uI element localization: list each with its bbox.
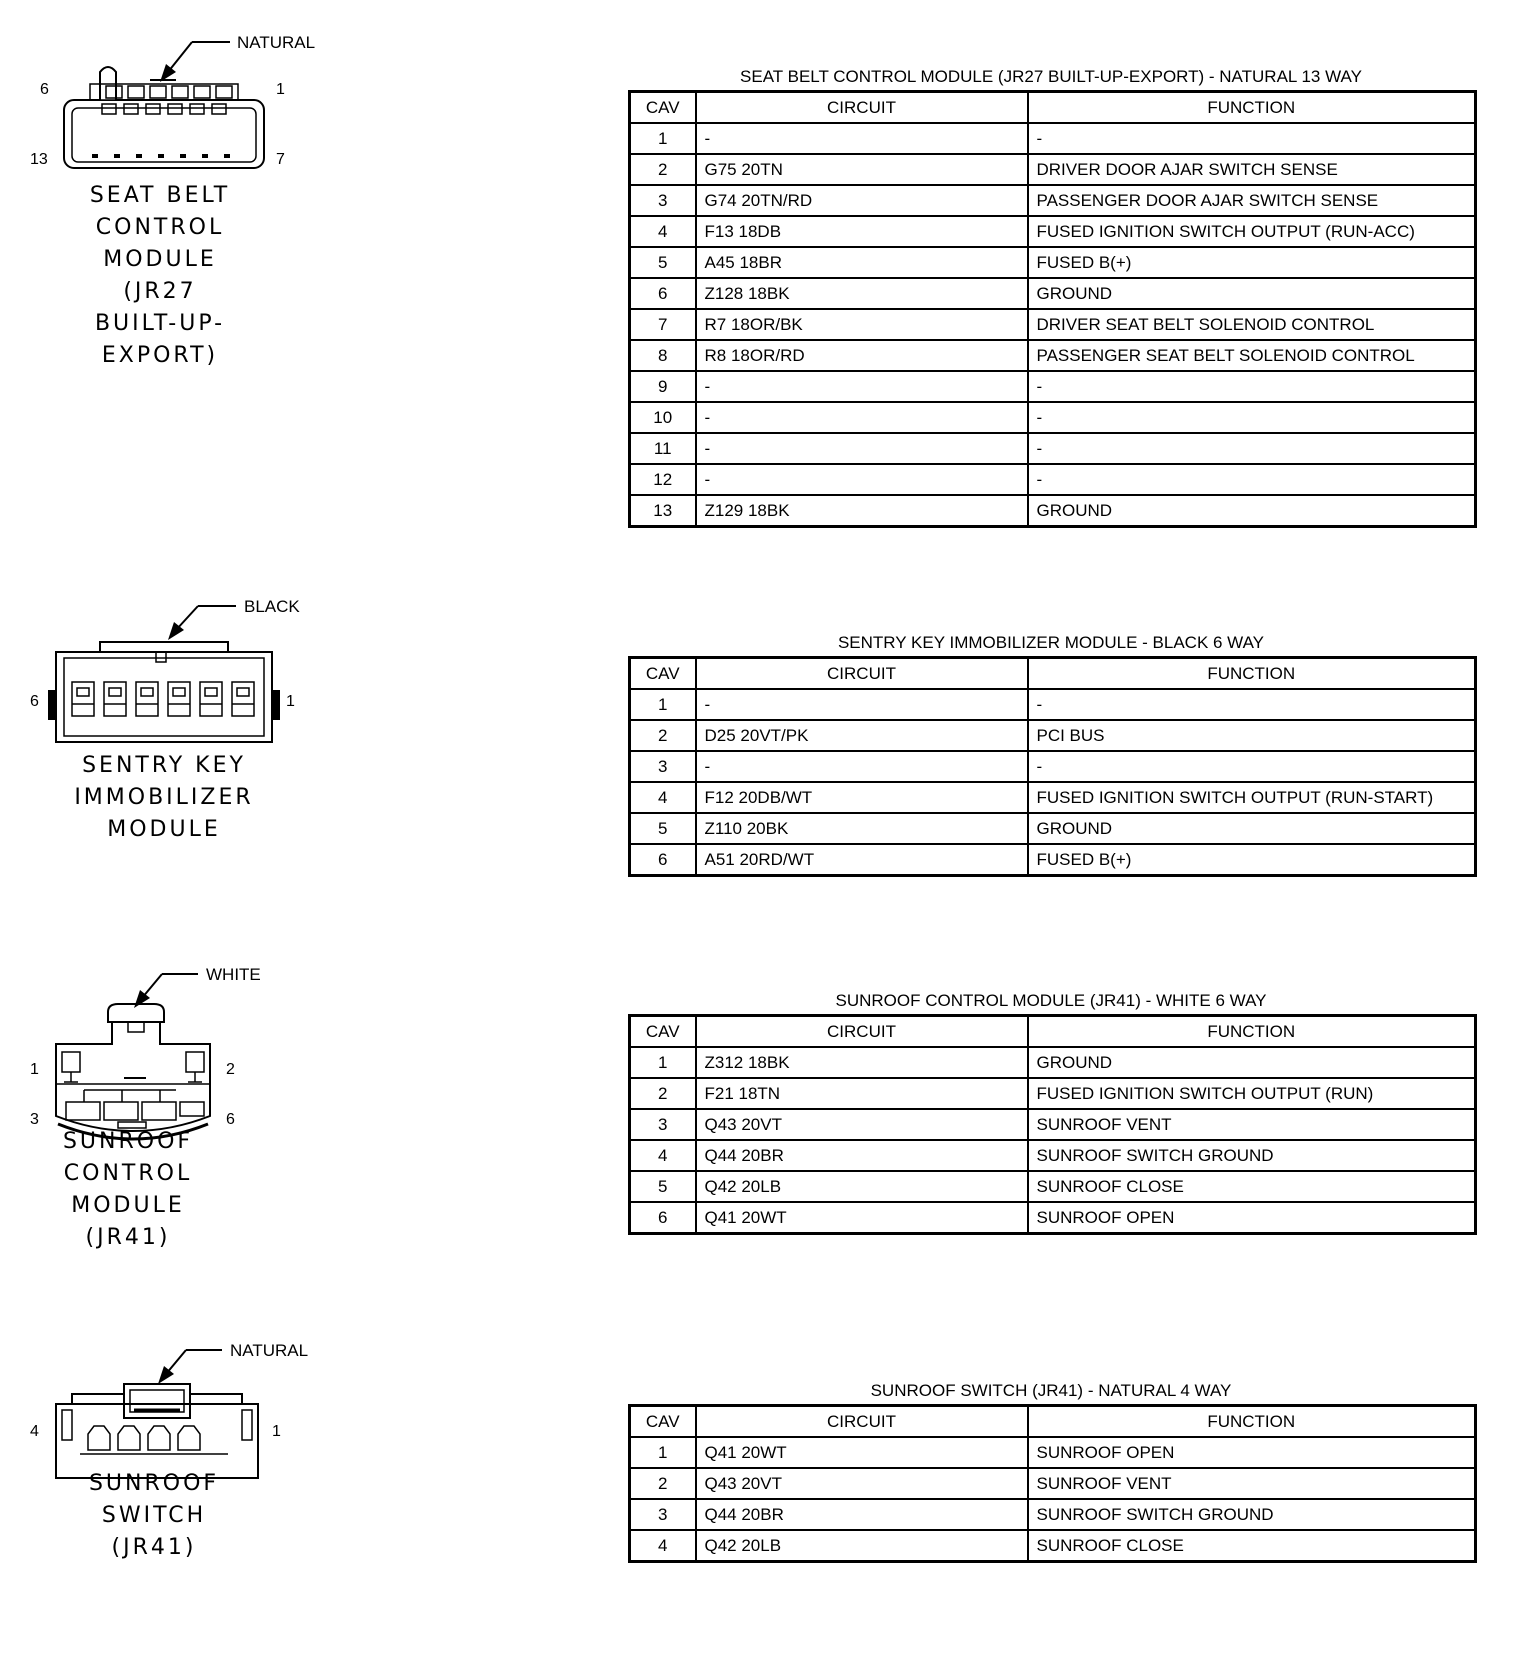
cell-function: -	[1028, 464, 1476, 495]
cell-function: -	[1028, 402, 1476, 433]
cell-circuit: Q44 20BR	[696, 1499, 1028, 1530]
cell-function: FUSED IGNITION SWITCH OUTPUT (RUN-START)	[1028, 782, 1476, 813]
cell-circuit: R7 18OR/BK	[696, 309, 1028, 340]
cell-cav: 8	[630, 340, 696, 371]
cell-circuit: A45 18BR	[696, 247, 1028, 278]
cell-cav: 6	[630, 1202, 696, 1234]
cell-function: DRIVER DOOR AJAR SWITCH SENSE	[1028, 154, 1476, 185]
sentry-key-pinout-table	[628, 630, 1474, 877]
cell-circuit: Z128 18BK	[696, 278, 1028, 309]
col-header-cav: CAV	[630, 92, 696, 124]
pin-label: 1	[30, 1061, 39, 1078]
col-header-circuit: CIRCUIT	[696, 658, 1028, 690]
cell-circuit: Z312 18BK	[696, 1047, 1028, 1078]
connector-color-label: NATURAL	[230, 1341, 309, 1360]
table-row	[630, 464, 1476, 495]
pin-label: 1	[286, 693, 295, 710]
table-title: SENTRY KEY IMMOBILIZER MODULE - BLACK 6 WAY	[837, 633, 1265, 652]
cell-circuit: Q41 20WT	[696, 1437, 1028, 1468]
cell-circuit: Q41 20WT	[696, 1202, 1028, 1234]
table-title: SUNROOF SWITCH (JR41) - NATURAL 4 WAY	[870, 1381, 1232, 1400]
cell-function: SUNROOF OPEN	[1028, 1202, 1476, 1234]
cell-circuit: -	[696, 433, 1028, 464]
cell-function: DRIVER SEAT BELT SOLENOID CONTROL	[1028, 309, 1476, 340]
table-row	[630, 154, 1476, 185]
cell-function: GROUND	[1028, 1047, 1476, 1078]
cell-cav: 6	[630, 844, 696, 876]
cell-circuit: -	[696, 371, 1028, 402]
table-row	[630, 1202, 1476, 1234]
cell-cav: 11	[630, 433, 696, 464]
table-row	[630, 278, 1476, 309]
cell-cav: 5	[630, 1171, 696, 1202]
sunroof-control-section	[0, 940, 1520, 1320]
cell-function: -	[1028, 751, 1476, 782]
cell-function: SUNROOF VENT	[1028, 1109, 1476, 1140]
cell-cav: 5	[630, 247, 696, 278]
connector-color-label: WHITE	[206, 965, 261, 984]
cell-cav: 12	[630, 464, 696, 495]
cell-function: FUSED IGNITION SWITCH OUTPUT (RUN-ACC)	[1028, 216, 1476, 247]
cell-function: -	[1028, 123, 1476, 154]
cell-function: SUNROOF OPEN	[1028, 1437, 1476, 1468]
table-row	[630, 247, 1476, 278]
pin-label: 1	[272, 1423, 281, 1440]
cell-cav: 3	[630, 185, 696, 216]
cell-cav: 1	[630, 689, 696, 720]
table-row	[630, 1171, 1476, 1202]
cell-cav: 4	[630, 1140, 696, 1171]
table-row	[630, 1530, 1476, 1562]
col-header-cav: CAV	[630, 1406, 696, 1438]
cell-cav: 9	[630, 371, 696, 402]
table-row	[630, 689, 1476, 720]
table-row	[630, 185, 1476, 216]
table-row	[630, 371, 1476, 402]
col-header-circuit: CIRCUIT	[696, 92, 1028, 124]
table-row	[630, 309, 1476, 340]
cell-circuit: -	[696, 123, 1028, 154]
cell-circuit: Q43 20VT	[696, 1468, 1028, 1499]
table-row	[630, 844, 1476, 876]
pin-label: 3	[30, 1111, 39, 1128]
cell-function: SUNROOF SWITCH GROUND	[1028, 1499, 1476, 1530]
cell-function: PASSENGER DOOR AJAR SWITCH SENSE	[1028, 185, 1476, 216]
cell-cav: 4	[630, 782, 696, 813]
cell-circuit: G75 20TN	[696, 154, 1028, 185]
seat-belt-connector-name: SEAT BELT CONTROL MODULE (JR27 BUILT-UP-EXPORT)	[89, 183, 231, 368]
connector-color-label: NATURAL	[237, 33, 316, 52]
cell-cav: 4	[630, 216, 696, 247]
cell-function: SUNROOF CLOSE	[1028, 1171, 1476, 1202]
sunroof-switch-connector-name: SUNROOF SWITCH (JR41)	[88, 1471, 220, 1560]
pinout-table	[628, 1404, 1477, 1563]
pin-label: 2	[226, 1061, 235, 1078]
cell-cav: 5	[630, 813, 696, 844]
pin-label: 4	[30, 1423, 39, 1440]
cell-function: GROUND	[1028, 813, 1476, 844]
seat-belt-pinout-table	[628, 64, 1474, 528]
cell-circuit: Q43 20VT	[696, 1109, 1028, 1140]
sunroof-control-connector-icon	[0, 940, 400, 1140]
cell-cav: 13	[630, 495, 696, 527]
sentry-key-section	[0, 597, 1520, 940]
table-row	[630, 1078, 1476, 1109]
table-row	[630, 1047, 1476, 1078]
cell-function: FUSED B(+)	[1028, 247, 1476, 278]
table-row	[630, 123, 1476, 154]
col-header-circuit: CIRCUIT	[696, 1016, 1028, 1048]
table-title: SUNROOF CONTROL MODULE (JR41) - WHITE 6 WAY	[835, 991, 1267, 1010]
cell-circuit: -	[696, 751, 1028, 782]
cell-circuit: -	[696, 689, 1028, 720]
col-header-function: FUNCTION	[1028, 658, 1476, 690]
cell-cav: 7	[630, 309, 696, 340]
cell-circuit: R8 18OR/RD	[696, 340, 1028, 371]
table-row	[630, 813, 1476, 844]
pinout-table	[628, 656, 1477, 877]
cell-circuit: Q42 20LB	[696, 1530, 1028, 1562]
table-row	[630, 1499, 1476, 1530]
table-row	[630, 1140, 1476, 1171]
cell-cav: 2	[630, 1468, 696, 1499]
cell-circuit: F21 18TN	[696, 1078, 1028, 1109]
pin-label: 13	[30, 151, 48, 168]
table-row	[630, 1437, 1476, 1468]
cell-function: -	[1028, 371, 1476, 402]
cell-circuit: Z129 18BK	[696, 495, 1028, 527]
cell-function: SUNROOF CLOSE	[1028, 1530, 1476, 1562]
cell-cav: 3	[630, 1109, 696, 1140]
table-row	[630, 216, 1476, 247]
pin-label: 6	[226, 1111, 235, 1128]
cell-function: PASSENGER SEAT BELT SOLENOID CONTROL	[1028, 340, 1476, 371]
table-row	[630, 433, 1476, 464]
cell-circuit: D25 20VT/PK	[696, 720, 1028, 751]
seat-belt-section	[0, 0, 1520, 580]
pinout-table	[628, 1014, 1477, 1235]
sunroof-switch-section	[0, 1341, 1520, 1660]
table-row	[630, 751, 1476, 782]
table-row	[630, 340, 1476, 371]
col-header-function: FUNCTION	[1028, 1406, 1476, 1438]
sunroof-control-pinout-table	[628, 988, 1474, 1235]
cell-circuit: Q42 20LB	[696, 1171, 1028, 1202]
table-title: SEAT BELT CONTROL MODULE (JR27 BUILT-UP-EXPORT) - NATURAL 13 WAY	[740, 67, 1362, 86]
cell-cav: 2	[630, 1078, 696, 1109]
col-header-cav: CAV	[630, 658, 696, 690]
cell-cav: 3	[630, 751, 696, 782]
cell-function: FUSED IGNITION SWITCH OUTPUT (RUN)	[1028, 1078, 1476, 1109]
col-header-cav: CAV	[630, 1016, 696, 1048]
cell-cav: 1	[630, 123, 696, 154]
pinout-table	[628, 90, 1477, 528]
cell-circuit: Z110 20BK	[696, 813, 1028, 844]
cell-cav: 2	[630, 720, 696, 751]
seat-belt-connector-icon	[0, 0, 400, 180]
col-header-function: FUNCTION	[1028, 92, 1476, 124]
table-row	[630, 720, 1476, 751]
connector-color-label: BLACK	[244, 597, 300, 616]
cell-cav: 3	[630, 1499, 696, 1530]
sunroof-switch-pinout-table	[628, 1378, 1474, 1563]
cell-function: PCI BUS	[1028, 720, 1476, 751]
cell-function: -	[1028, 689, 1476, 720]
cell-cav: 4	[630, 1530, 696, 1562]
col-header-function: FUNCTION	[1028, 1016, 1476, 1048]
cell-circuit: F13 18DB	[696, 216, 1028, 247]
cell-function: -	[1028, 433, 1476, 464]
cell-cav: 6	[630, 278, 696, 309]
cell-cav: 1	[630, 1047, 696, 1078]
col-header-circuit: CIRCUIT	[696, 1406, 1028, 1438]
cell-circuit: F12 20DB/WT	[696, 782, 1028, 813]
pin-label: 7	[276, 151, 285, 168]
cell-function: GROUND	[1028, 495, 1476, 527]
pin-label: 6	[30, 693, 39, 710]
table-row	[630, 1109, 1476, 1140]
pin-label: 6	[40, 81, 49, 98]
table-row	[630, 782, 1476, 813]
table-row	[630, 1468, 1476, 1499]
pin-label: 1	[276, 81, 285, 98]
table-row	[630, 495, 1476, 527]
sunroof-control-connector-name: SUNROOF CONTROL MODULE (JR41)	[62, 1129, 194, 1250]
table-row	[630, 402, 1476, 433]
cell-circuit: G74 20TN/RD	[696, 185, 1028, 216]
sentry-key-connector-name: SENTRY KEY IMMOBILIZER MODULE	[74, 753, 254, 842]
cell-circuit: -	[696, 402, 1028, 433]
cell-function: GROUND	[1028, 278, 1476, 309]
cell-function: SUNROOF SWITCH GROUND	[1028, 1140, 1476, 1171]
cell-function: FUSED B(+)	[1028, 844, 1476, 876]
cell-circuit: A51 20RD/WT	[696, 844, 1028, 876]
cell-cav: 2	[630, 154, 696, 185]
cell-cav: 10	[630, 402, 696, 433]
cell-cav: 1	[630, 1437, 696, 1468]
cell-function: SUNROOF VENT	[1028, 1468, 1476, 1499]
cell-circuit: Q44 20BR	[696, 1140, 1028, 1171]
cell-circuit: -	[696, 464, 1028, 495]
